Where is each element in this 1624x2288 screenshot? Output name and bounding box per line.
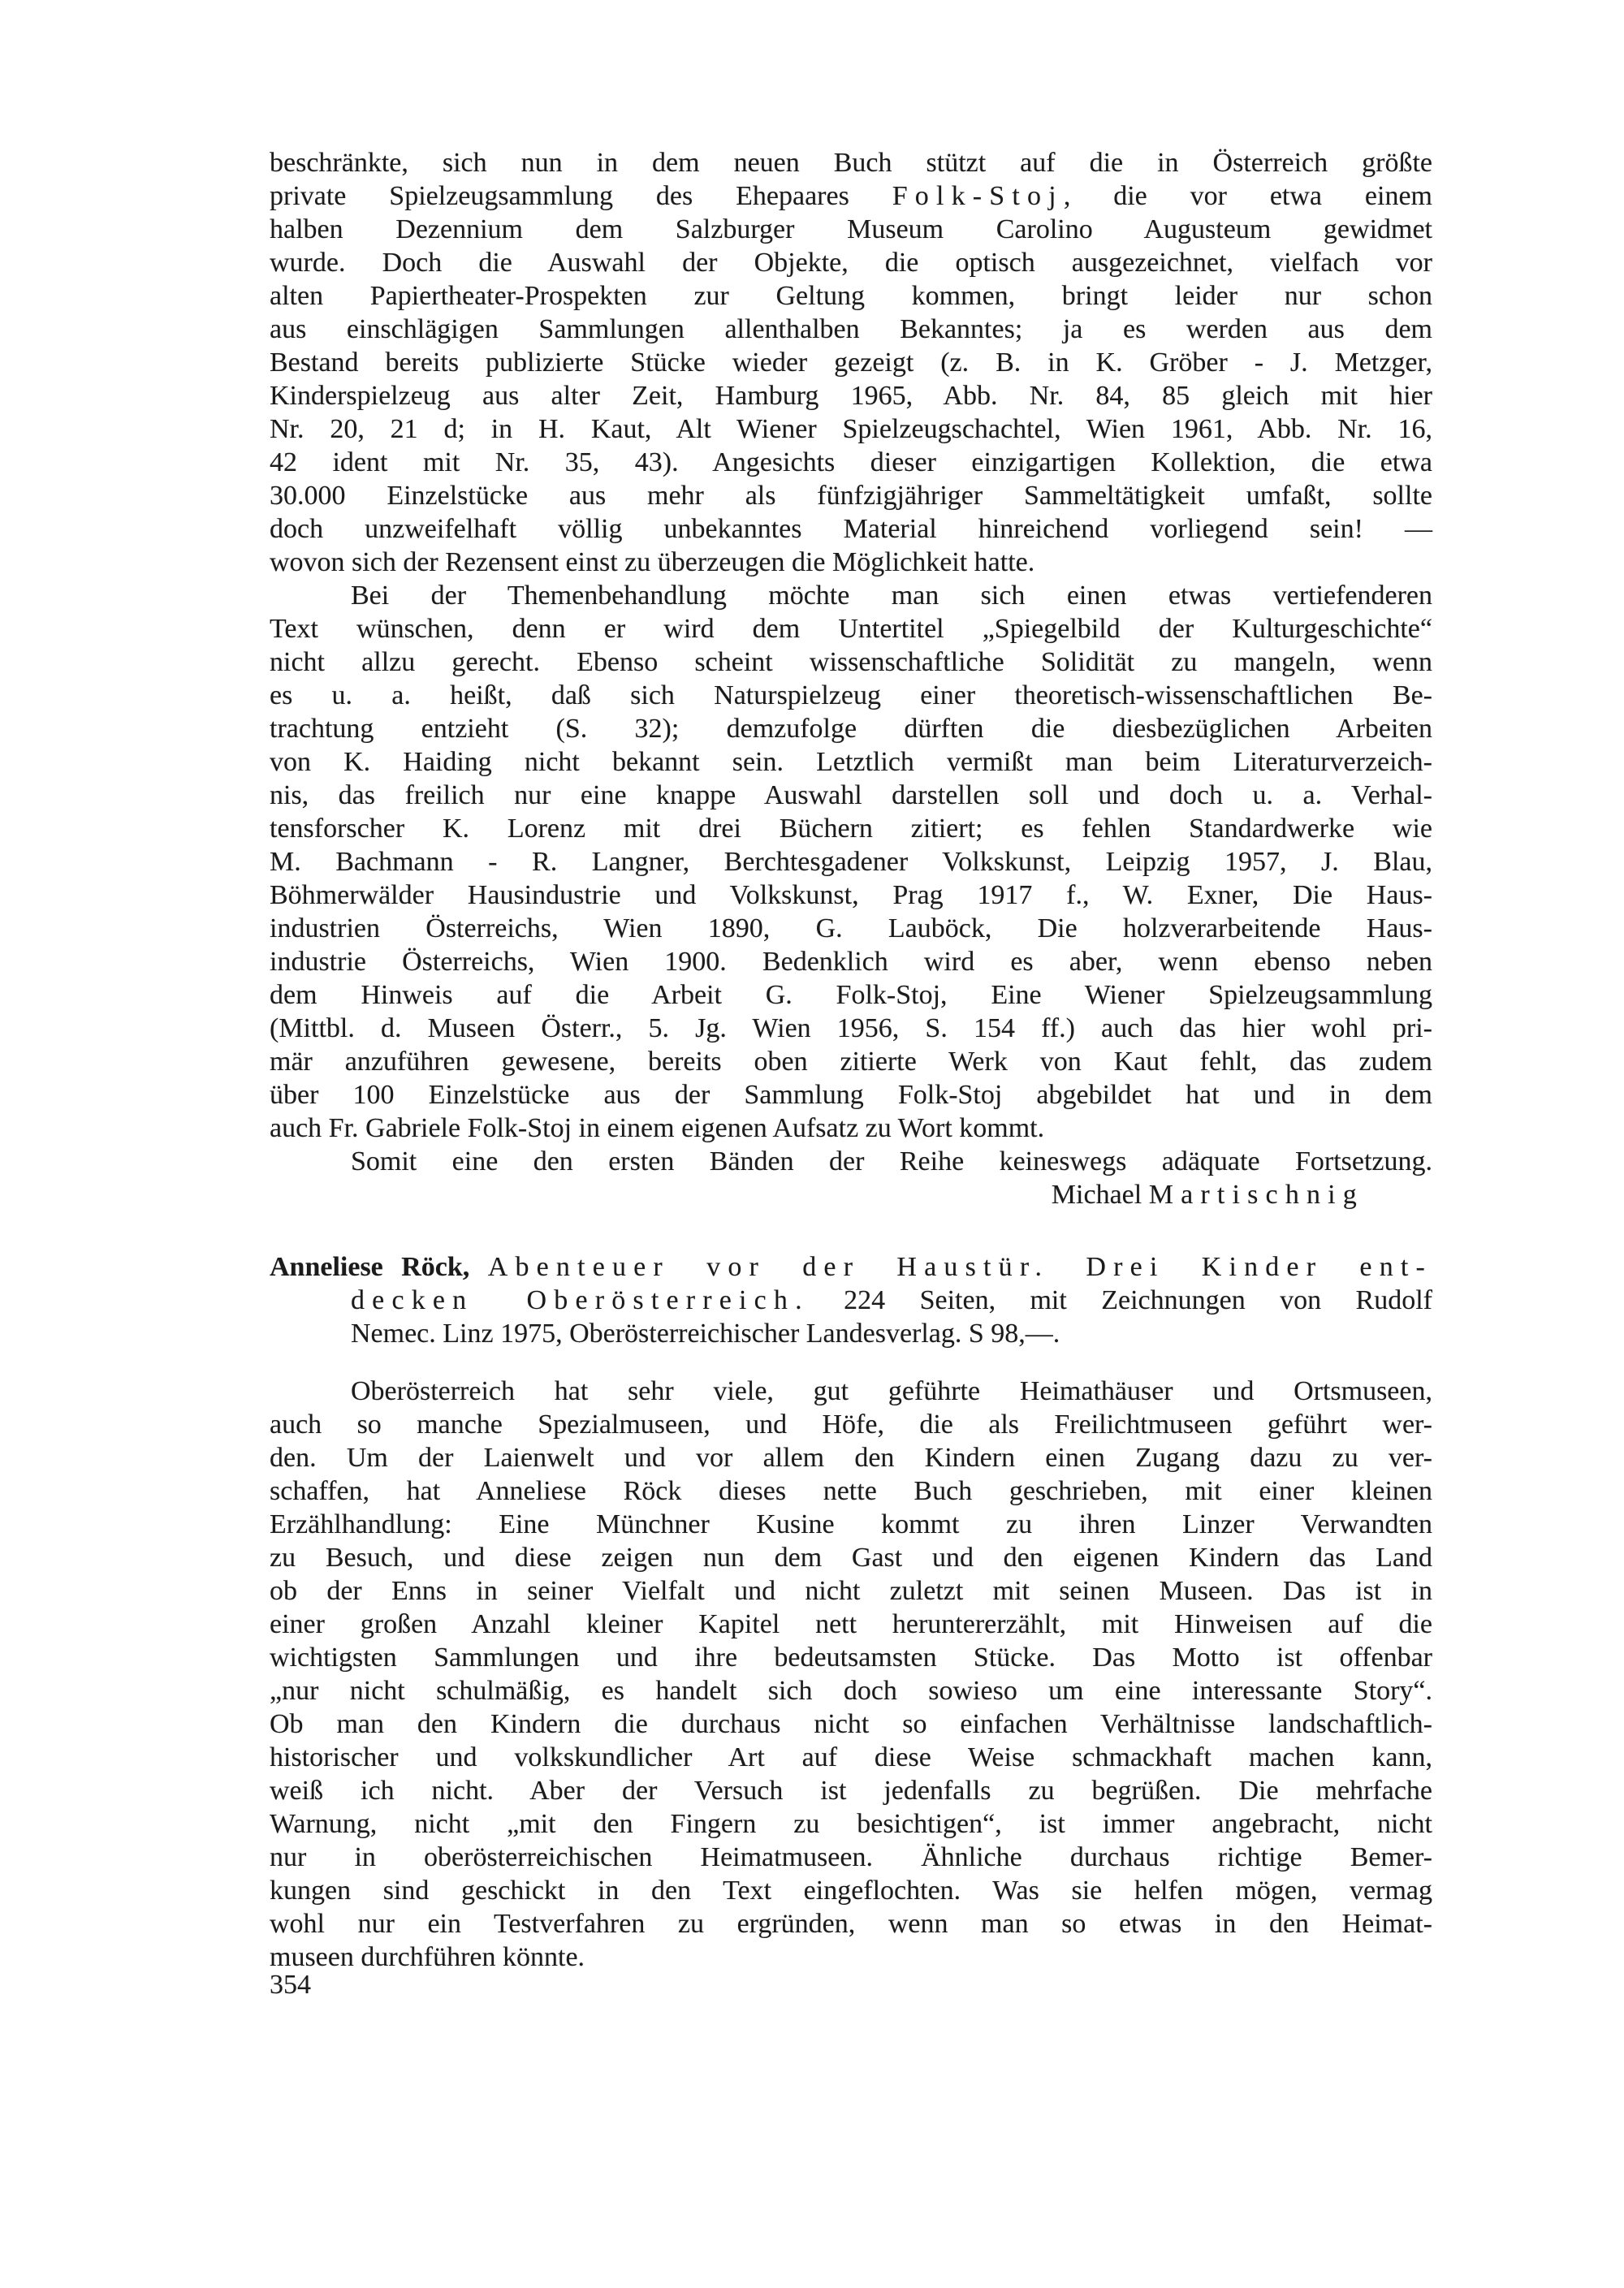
text-segment: kungen sind geschickt in den Text eingeflochten. Was sie helfen mögen, vermag — [270, 1876, 1432, 1906]
review1-para2 — [270, 579, 1432, 1145]
review1-closing — [270, 1145, 1432, 1178]
text-segment: , die vor etwa einem — [1063, 181, 1432, 211]
text-line — [270, 1250, 1432, 1284]
text-line — [270, 446, 1432, 479]
text-block — [270, 146, 1432, 1974]
text-segment: nur in oberösterreichischen Heimatmuseen. Ähnliche durchaus richtige Bemer- — [270, 1842, 1432, 1872]
reviewer-first-name: Michael — [1051, 1180, 1149, 1210]
book-title: decken Oberösterreich. — [351, 1285, 810, 1315]
text-segment: schaffen, hat Anneliese Röck dieses nette Buch geschrieben, mit einer kleinen — [270, 1476, 1432, 1506]
text-line — [270, 213, 1432, 246]
review2-para — [270, 1375, 1432, 1974]
text-line — [270, 546, 1432, 579]
text-segment: zu Besuch, und diese zeigen nun dem Gast und den eigenen Kindern das Land — [270, 1543, 1432, 1573]
text-segment: industrie Österreichs, Wien 1900. Bedenklich wird es aber, wenn ebenso neben — [270, 947, 1432, 977]
text-segment: auch Fr. Gabriele Folk-Stoj in einem eigenen Aufsatz zu Wort kommt. — [270, 1113, 1045, 1143]
text-line — [270, 1874, 1432, 1907]
text-line — [270, 812, 1432, 845]
text-segment: historischer und volkskundlicher Art auf diese Weise schmackhaft machen kann, — [270, 1742, 1432, 1772]
text-segment: 224 Seiten, mit Zeichnungen von Rudolf — [809, 1285, 1432, 1315]
text-line — [270, 712, 1432, 745]
text-segment: Böhmerwälder Hausindustrie und Volkskunst, Prag 1917 f., W. Exner, Die Haus- — [270, 880, 1432, 910]
text-line — [270, 1045, 1432, 1078]
text-line — [270, 1741, 1432, 1774]
text-segment: nis, das freilich nur eine knappe Auswahl darstellen soll und doch u. a. Verhal- — [270, 780, 1432, 810]
text-segment: Ob man den Kindern die durchaus nicht so einfachen Verhältnisse landschaftlich- — [270, 1709, 1432, 1739]
text-segment: tensforscher K. Lorenz mit drei Büchern zitiert; es fehlen Standardwerke wie — [270, 814, 1432, 844]
text-line — [270, 1474, 1432, 1508]
text-line — [270, 1317, 1432, 1350]
text-line — [270, 246, 1432, 279]
book-title: Abenteuer vor der Haustür. Drei Kinder ent- — [487, 1252, 1433, 1282]
text-segment: private Spielzeugsammlung des Ehepaares — [270, 181, 892, 211]
text-line — [270, 779, 1432, 812]
book-heading — [270, 1250, 1432, 1350]
text-segment: 42 ident mit Nr. 35, 43). Angesichts dieser einzigartigen Kollektion, die etwa — [270, 447, 1432, 477]
text-segment: Somit eine den ersten Bänden der Reihe keineswegs adäquate Fortsetzung. — [351, 1146, 1432, 1176]
text-segment: Kinderspielzeug aus alter Zeit, Hamburg 1965, Abb. Nr. 84, 85 gleich mit hier — [270, 381, 1432, 411]
text-line — [270, 1807, 1432, 1841]
text-segment: wovon sich der Rezensent einst zu überzeugen die Möglichkeit hatte. — [270, 547, 1035, 577]
text-segment: „nur nicht schulmäßig, es handelt sich doch sowieso um eine interessante Story“. — [270, 1676, 1432, 1706]
text-line — [270, 945, 1432, 978]
text-line — [270, 1541, 1432, 1574]
text-line — [270, 1375, 1432, 1408]
text-segment: Text wünschen, denn er wird dem Untertitel „Spiegelbild der Kulturgeschichte“ — [270, 614, 1432, 644]
text-line — [270, 1574, 1432, 1608]
text-segment: weiß ich nicht. Aber der Versuch ist jedenfalls zu begrüßen. Die mehrfache — [270, 1776, 1432, 1806]
text-line — [270, 1284, 1432, 1317]
text-line — [270, 179, 1432, 213]
text-line — [270, 579, 1432, 612]
text-segment: Warnung, nicht „mit den Fingern zu besichtigen“, ist immer angebracht, nicht — [270, 1809, 1432, 1839]
text-line — [270, 1608, 1432, 1641]
text-line — [270, 1641, 1432, 1674]
text-line — [270, 745, 1432, 779]
text-line — [270, 845, 1432, 879]
text-line — [270, 645, 1432, 679]
page-number: 354 — [270, 1970, 311, 2000]
text-segment: Oberösterreich hat sehr viele, gut geführte Heimathäuser und Ortsmuseen, — [351, 1376, 1432, 1406]
text-segment: nicht allzu gerecht. Ebenso scheint wissenschaftliche Solidität zu mangeln, wenn — [270, 647, 1432, 677]
text-line — [270, 679, 1432, 712]
text-segment: beschränkte, sich nun in dem neuen Buch stützt auf die in Österreich größte — [270, 148, 1432, 178]
text-segment: über 100 Einzelstücke aus der Sammlung Folk-Stoj abgebildet hat und in dem — [270, 1080, 1432, 1110]
text-segment: museen durchführen könnte. — [270, 1942, 585, 1972]
text-line — [270, 1408, 1432, 1441]
text-segment: Nemec. Linz 1975, Oberösterreichischer Landesverlag. S 98,—. — [351, 1319, 1060, 1349]
text-segment: Bei der Themenbehandlung möchte man sich einen etwas vertiefenderen — [351, 581, 1432, 611]
text-line — [270, 1441, 1432, 1474]
text-segment: (Mittbl. d. Museen Österr., 5. Jg. Wien 1956, S. 154 ff.) auch das hier wohl pri- — [270, 1013, 1432, 1043]
review1-para1 — [270, 146, 1432, 579]
collection-name: Folk-Stoj — [892, 181, 1064, 211]
text-line — [270, 379, 1432, 412]
text-segment: den. Um der Laienwelt und vor allem den Kindern einen Zugang dazu zu ver- — [270, 1443, 1432, 1473]
reviewer-surname: Martischnig — [1148, 1180, 1364, 1210]
text-segment: trachtung entzieht (S. 32); demzufolge dürften die diesbezüglichen Arbeiten — [270, 714, 1432, 744]
text-line — [270, 1145, 1432, 1178]
text-segment: einer großen Anzahl kleiner Kapitel nett heruntererzählt, mit Hinweisen auf die — [270, 1609, 1432, 1639]
text-segment: auch so manche Spezialmuseen, und Höfe, die als Freilichtmuseen geführt wer- — [270, 1409, 1432, 1440]
signature — [270, 1178, 1432, 1211]
text-line — [270, 1841, 1432, 1874]
text-segment: dem Hinweis auf die Arbeit G. Folk-Stoj, Eine Wiener Spielzeugsammlung — [270, 980, 1432, 1010]
text-segment: M. Bachmann - R. Langner, Berchtesgadener Volkskunst, Leipzig 1957, J. Blau, — [270, 847, 1432, 877]
text-line — [270, 412, 1432, 446]
text-segment: halben Dezennium dem Salzburger Museum Carolino Augusteum gewidmet — [270, 214, 1432, 244]
text-segment — [469, 1252, 487, 1282]
text-segment: ob der Enns in seiner Vielfalt und nicht zuletzt mit seinen Museen. Das ist in — [270, 1576, 1432, 1606]
text-line — [270, 1774, 1432, 1807]
text-segment: Bestand bereits publizierte Stücke wieder gezeigt (z. B. in K. Gröber - J. Metzger, — [270, 348, 1432, 378]
text-line — [270, 1907, 1432, 1940]
text-segment: es u. a. heißt, daß sich Naturspielzeug einer theoretisch-wissenschaftlichen Be- — [270, 680, 1432, 710]
text-line — [270, 1940, 1432, 1974]
text-line — [270, 879, 1432, 912]
text-line — [270, 912, 1432, 945]
text-line — [270, 1707, 1432, 1741]
text-segment: industrien Österreichs, Wien 1890, G. Lauböck, Die holzverarbeitende Haus- — [270, 913, 1432, 943]
text-segment: alten Papiertheater-Prospekten zur Geltung kommen, bringt leider nur schon — [270, 281, 1432, 311]
text-segment: 30.000 Einzelstücke aus mehr als fünfzigjähriger Sammeltätigkeit umfaßt, sollte — [270, 481, 1432, 511]
text-line — [270, 313, 1432, 346]
text-line — [270, 512, 1432, 546]
text-line — [270, 479, 1432, 512]
book-author: Anneliese Röck, — [270, 1252, 470, 1282]
text-segment: wichtigsten Sammlungen und ihre bedeutsamsten Stücke. Das Motto ist offenbar — [270, 1643, 1432, 1673]
text-line — [270, 612, 1432, 645]
text-line — [270, 1178, 1432, 1211]
text-line — [270, 1674, 1432, 1707]
text-segment: wohl nur ein Testverfahren zu ergründen, wenn man so etwas in den Heimat- — [270, 1909, 1432, 1939]
text-line — [270, 978, 1432, 1012]
text-segment: aus einschlägigen Sammlungen allenthalben Bekanntes; ja es werden aus dem — [270, 314, 1432, 344]
text-segment: von K. Haiding nicht bekannt sein. Letztlich vermißt man beim Literaturverzeich- — [270, 747, 1432, 777]
text-line — [270, 1012, 1432, 1045]
text-line — [270, 1078, 1432, 1112]
text-segment: doch unzweifelhaft völlig unbekanntes Material hinreichend vorliegend sein! — — [270, 514, 1432, 544]
text-line — [270, 346, 1432, 379]
text-segment: Erzählhandlung: Eine Münchner Kusine kommt zu ihren Linzer Verwandten — [270, 1509, 1432, 1539]
text-line — [270, 1112, 1432, 1145]
text-segment: mär anzuführen gewesene, bereits oben zitierte Werk von Kaut fehlt, das zudem — [270, 1047, 1432, 1077]
text-segment: wurde. Doch die Auswahl der Objekte, die optisch ausgezeichnet, vielfach vor — [270, 248, 1432, 278]
text-line — [270, 1508, 1432, 1541]
text-segment: Nr. 20, 21 d; in H. Kaut, Alt Wiener Spielzeugschachtel, Wien 1961, Abb. Nr. 16, — [270, 414, 1432, 444]
text-line — [270, 146, 1432, 179]
text-line — [270, 279, 1432, 313]
